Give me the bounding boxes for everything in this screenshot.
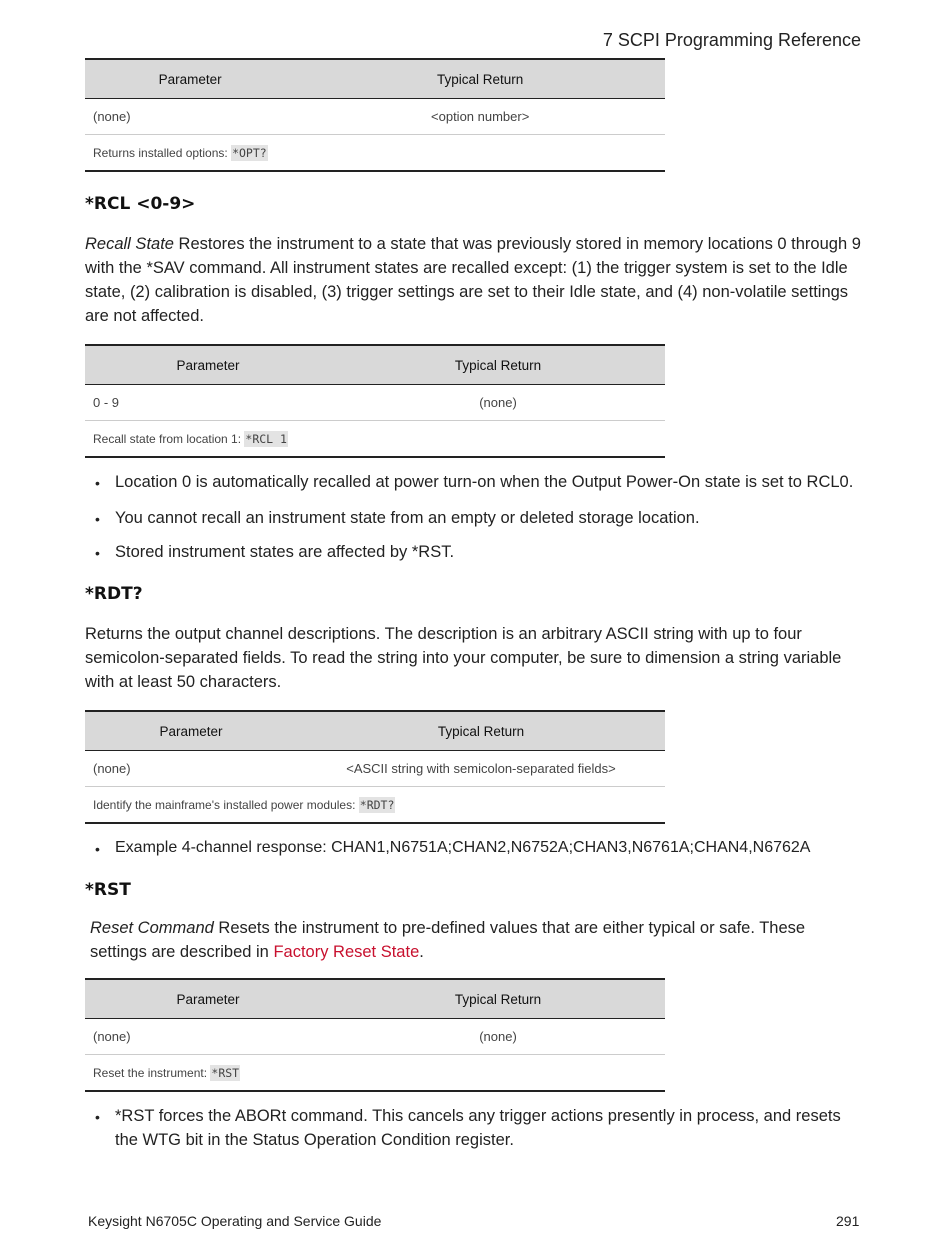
factory-reset-state-link[interactable]: Factory Reset State [273, 943, 420, 961]
parameter-value: (none) [85, 751, 297, 787]
rst-desc-text: Resets the instrument to pre-defined values that are either typical or safe. These settings are described in [90, 919, 806, 961]
table-row [85, 99, 665, 135]
table-row [85, 1019, 665, 1055]
example-cell [85, 787, 665, 824]
example-text: Recall state from location 1: [93, 431, 245, 446]
rst-desc-italic: Reset Command [90, 919, 214, 937]
typical-return-header: Typical Return [295, 59, 665, 99]
rcl-bullet-list [85, 470, 865, 564]
rst-heading: *RST [85, 880, 131, 900]
rst-parameter-table [85, 978, 665, 1092]
parameter-header: Parameter [85, 711, 297, 751]
example-code: *RDT? [359, 797, 395, 812]
table-row [85, 787, 665, 824]
return-value: <ASCII string with semicolon-separated fields> [297, 751, 665, 787]
example-code: *RST [211, 1065, 240, 1080]
parameter-header: Parameter [85, 979, 331, 1019]
parameter-value: (none) [85, 1019, 331, 1055]
rcl-description [85, 232, 865, 328]
example-code: *OPT? [232, 145, 267, 160]
rst-bullet-list [85, 1104, 865, 1152]
parameter-value: (none) [85, 99, 295, 135]
chapter-header: 7 SCPI Programming Reference [602, 30, 861, 50]
rcl-desc-text: Restores the instrument to a state that was previously stored in memory locations 0 through 9 with the *SAV command. All instrument states are recalled except: (1) the trigger system is set to the Idle state, (2) calibration is disabled, (3) trigger settings are set to their Idle state, and (4) non-volatile settings are not affected. [85, 235, 861, 325]
parameter-header: Parameter [85, 345, 331, 385]
return-value: <option number> [295, 99, 665, 135]
page-content [85, 58, 865, 1152]
rcl-parameter-table [85, 344, 665, 458]
example-code: *RCL 1 [245, 431, 287, 446]
typical-return-header: Typical Return [331, 979, 665, 1019]
opt-parameter-table [85, 58, 665, 172]
rdt-bullet-list [85, 836, 865, 860]
example-text: Returns installed options: [93, 145, 232, 160]
table-row [85, 135, 665, 172]
parameter-value: 0 - 9 [85, 385, 331, 421]
table-row [85, 421, 665, 458]
rdt-description: Returns the output channel descriptions. The description is an arbitrary ASCII string with up to four semicolon-separated fields. To read the string into your computer, be sure to dimension a string variable with at least 50 characters. [85, 625, 842, 691]
example-cell [85, 135, 665, 172]
table-row [85, 1055, 665, 1092]
list-item: • *RST forces the ABORt command. This cancels any trigger actions presently in process, and resets the WTG bit in the Status Operation Condition register. [85, 1104, 865, 1152]
rcl-heading: *RCL <0-9> [85, 194, 196, 214]
example-text: Reset the instrument: [93, 1065, 211, 1080]
return-value: (none) [331, 385, 665, 421]
list-item: • You cannot recall an instrument state from an empty or deleted storage location. [85, 506, 865, 530]
list-item: • Example 4-channel response: CHAN1,N6751A;CHAN2,N6752A;CHAN3,N6761A;CHAN4,N6762A [85, 836, 865, 860]
page-number: 291 [836, 1213, 860, 1229]
rdt-parameter-table [85, 710, 665, 824]
example-text: Identify the mainframe's installed power modules: [93, 797, 359, 812]
example-cell [85, 421, 665, 458]
example-cell [85, 1055, 665, 1092]
rdt-heading: *RDT? [85, 584, 143, 604]
rst-description [85, 916, 865, 964]
typical-return-header: Typical Return [331, 345, 665, 385]
list-item: • Stored instrument states are affected by *RST. [85, 540, 865, 564]
footer-guide-title: Keysight N6705C Operating and Service Guide [88, 1213, 382, 1229]
return-value: (none) [331, 1019, 665, 1055]
list-item: • Location 0 is automatically recalled at power turn-on when the Output Power-On state is set to RCL0. [85, 470, 865, 494]
rst-desc-end: . [419, 943, 424, 961]
table-row [85, 385, 665, 421]
table-row [85, 751, 665, 787]
parameter-header: Parameter [85, 59, 295, 99]
rcl-desc-italic: Recall State [85, 235, 174, 253]
typical-return-header: Typical Return [297, 711, 665, 751]
